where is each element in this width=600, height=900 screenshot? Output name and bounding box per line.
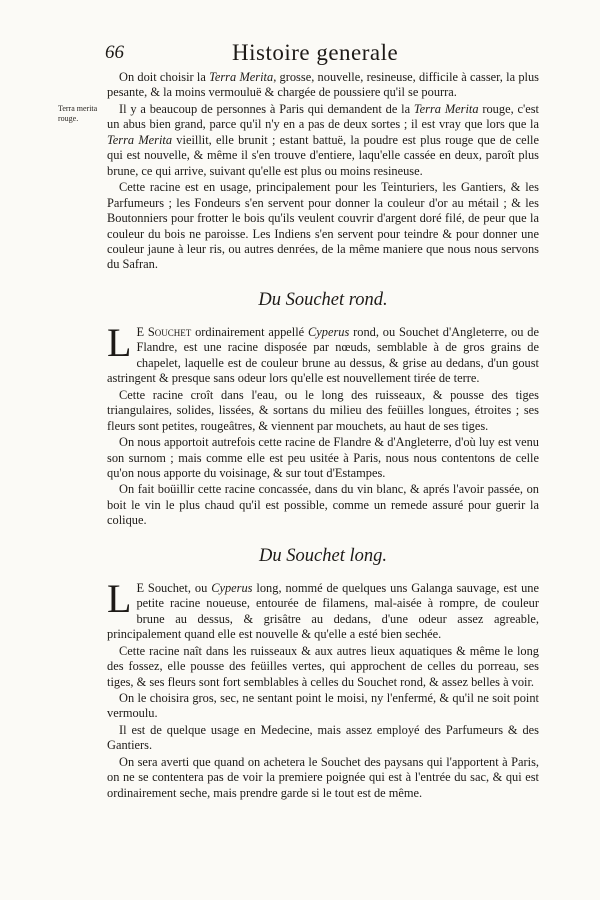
section-heading: Du Souchet long.: [259, 545, 387, 566]
paragraph: L E Souchet, ou Cyperus long, nommé de quelques uns Galanga sauvage, est une petite racine noueuse, entourée de filamens, mal-aisée à rompre, de couleur brune au dessus, & grisâtre au dedans, d'une odeur assez agreable, principalement quand elle est nouvelle & qu'elle a esté bien sechée.: [107, 575, 539, 642]
page-number: 66: [105, 42, 124, 63]
paragraph: Cette racine naît dans les ruisseaux & aux autres lieux aquatiques & même le long des fossez, elle pousse des feüilles vertes, qui approchent de celles du porreau, ses tiges, & ses fleurs sont fort semblables à celles du Souchet rond, & assez belles à voir.: [107, 643, 539, 689]
paragraph: Il y a beaucoup de personnes à Paris qui demandent de la Terra Merita rouge, c'est un abus bien grand, parce qu'il n'y en a pas de deux sortes ; il est vray que lors que la Terra Merita vieillit, elle brunit ; estant battuë, la poudre est plus rouge que de celle qui est nouvelle, & même il s'en trouve d'entiere, laqu'elle cassée en deux, paroît plus brune, ce qui arrive, suivant qu'elle est plus ou moins resineuse.: [107, 101, 539, 178]
margin-note: Terra merita rouge.: [58, 104, 98, 123]
paragraph: Cette racine croît dans l'eau, ou le long des ruisseaux, & pousse des tiges triangulaires, solides, lissées, & sortans du milieu des feüilles longues, étroites ; ses fleurs sont petites, rougeâtres, & viennent par mouchets, au haut de ses tiges.: [107, 387, 539, 433]
latin-term: Cyperus: [211, 580, 253, 595]
drop-cap: L: [107, 319, 132, 365]
latin-term: Terra Merita: [107, 132, 173, 147]
section-heading: Du Souchet rond.: [258, 289, 388, 310]
paragraph: Cette racine est en usage, principalement pour les Teinturiers, les Gantiers, & les Parfumeurs ; les Fondeurs s'en servent pour donner la couleur d'or au métail ; & les Boutonniers pour frotter le bois qu'ils veulent couvrir d'argent doré filé, de peur que la couleur du bois ne paroisse. Les Indiens s'en servent pour teindre & pour donner une couleur jaune à leur ris, ou autres denrées, de la même maniere que nous nous servons du Safran.: [107, 180, 539, 272]
paragraph: L E Souchet ordinairement appellé Cyperus rond, ou Souchet d'Angleterre, ou de Flandre, est une racine disposée par nœuds, semblable à de gros grains de chapelet, laquelle est de couleur brune au dessus, & grise au dedans, d'un goust astringent & presque sans odeur lors qu'elle est nouvellement tirée de terre.: [107, 319, 539, 386]
paragraph: On sera averti que quand on achetera le Souchet des paysans qui l'apportent à Paris, on ne se contentera pas de voir la premiere poignée qui est à l'entrée du sac, & qui est ordinairement seche, mais prendre garde si le tout est de même.: [107, 754, 539, 800]
body-text: [107, 70, 539, 802]
paragraph: On fait boüillir cette racine concassée, dans du vin blanc, & aprés l'avoir passée, on boit le vin le plus chaud qu'il est possible, comme un remede assuré pour guerir la colique.: [107, 482, 539, 528]
latin-term: Cyperus: [308, 324, 350, 339]
latin-term: Terra Merita: [413, 101, 479, 116]
paragraph: On le choisira gros, sec, ne sentant point le moisi, ny l'enfermé, & qu'il ne soit point vermoulu.: [107, 690, 539, 721]
paragraph: On doit choisir la Terra Merita, grosse, nouvelle, resineuse, difficile à casser, la plus pesante, & la moins vermouluë & chargée de poussiere qu'il se pourra.: [107, 70, 539, 100]
paragraph: Il est de quelque usage en Medecine, mais assez employé des Parfumeurs & des Gantiers.: [107, 722, 539, 753]
page-header: [0, 40, 600, 70]
drop-cap: L: [107, 575, 132, 621]
latin-term: Terra Merita: [209, 70, 274, 84]
paragraph: On nous apportoit autrefois cette racine de Flandre & d'Angleterre, d'où luy est venu son surnom ; mais comme elle est peu usitée à Paris, nous nous contentons de celle qu'on nous apporte du voisinage, & sur tout d'Estampes.: [107, 435, 539, 480]
running-title: Histoire generale: [232, 40, 399, 65]
